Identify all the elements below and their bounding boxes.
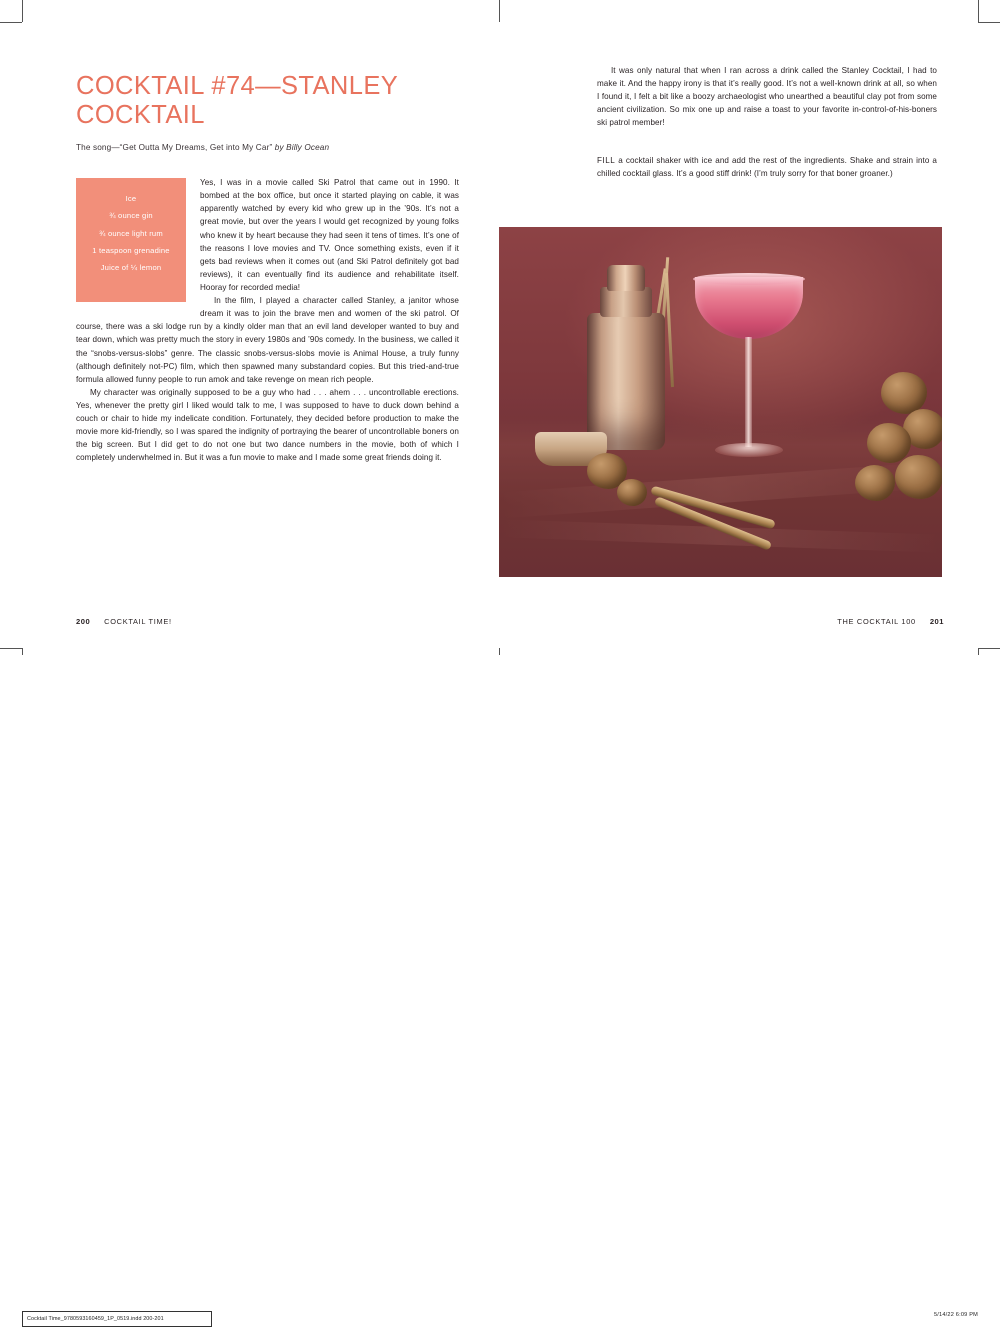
body-paragraph-2: In the film, I played a character called Stanley, a janitor whose dream it was to join the brave men and women of the ski patrol. Of course, there was a ski lodge run by a kindly older man that an evil land developer wanted to buy and tear down, which was pretty much the story in every 1980s and ’90s comedy. In the business, we called it the “snobs-versus-slobs” genre. The classic snobs-versus-slobs movie is Animal House, a truly funny (although definitely not-PC) film, which then spawned many substandard copies. But this tried-and-true formula allowed funny people to run amok and take revenge on mean rich people. <box>76 296 459 384</box>
folio-right <box>837 617 944 626</box>
body-paragraph-1: Yes, I was in a movie called Ski Patrol that came out in 1990. It bombed at the box office, but once it started playing on cable, it was apparently watched by every kid who grew up in the ’90s. It’s not a great movie, but over the years I would get recognized by young folks who knew it by heart because they had seen it tens of times. It’s one of the reasons I love movies and TV. Once something exists, even if it gets bad reviews when it comes out (and Ski Patrol definitely got bad reviews), it can eventually find its audience and rehabilitate itself. Hooray for recorded media! <box>200 178 459 292</box>
page-title: COCKTAIL #74—STANLEY COCKTAIL <box>76 72 398 129</box>
trim-mark <box>499 0 500 22</box>
cocktail-shaker <box>587 265 665 450</box>
left-page <box>22 22 499 648</box>
ingredients-callout <box>76 178 186 302</box>
trim-mark <box>978 22 1000 23</box>
shaker-body <box>587 313 665 450</box>
walnut <box>855 465 895 501</box>
walnut <box>895 455 942 499</box>
glass-bowl <box>695 277 803 339</box>
page-number: 200 <box>76 617 91 626</box>
directions-block <box>597 154 937 180</box>
directions-lead: FILL <box>597 155 616 165</box>
book-spread <box>22 22 978 648</box>
ingredient-item: ¾ ounce light rum <box>99 228 163 238</box>
left-body-column <box>76 176 459 464</box>
folio-left <box>76 617 172 626</box>
glass-foot <box>715 443 783 457</box>
right-page <box>499 22 978 648</box>
walnut <box>867 423 911 463</box>
trim-mark <box>0 648 22 649</box>
right-intro-column <box>597 64 937 130</box>
song-artist: by Billy Ocean <box>274 143 330 153</box>
trim-mark <box>978 648 1000 649</box>
nutcracker <box>649 489 779 555</box>
coupe-glass <box>695 277 803 509</box>
directions-text: a cocktail shaker with ice and add the rest of the ingredients. Shake and strain into a chilled cocktail glass. It’s a good stiff drink! (I’m truly sorry for that boner groaner.) <box>597 155 937 178</box>
trim-mark <box>0 22 22 23</box>
ingredient-item: 1 teaspoon grenadine <box>92 245 170 255</box>
running-head: THE COCKTAIL 100 <box>837 617 916 626</box>
trim-mark <box>22 0 23 22</box>
ingredient-item: ¾ ounce gin <box>109 211 153 221</box>
walnut <box>881 372 927 414</box>
proof-filename: Cocktail Time_9780593160459_1P_0519.indd 200-201 <box>22 1311 212 1327</box>
walnut <box>617 479 647 506</box>
song-credit-line <box>76 143 459 152</box>
proof-footer <box>0 655 1000 1322</box>
song-prefix: The song—“Get Outta My Dreams, Get into My Car” <box>76 143 275 153</box>
ingredient-item: Ice <box>125 194 137 204</box>
ingredient-item: Juice of ¼ lemon <box>100 263 162 273</box>
page-number: 201 <box>929 617 944 626</box>
shaker-cap <box>607 265 645 291</box>
body-paragraph-3: My character was originally supposed to be a guy who had . . . ahem . . . uncontrollable erections. Yes, whenever the pretty girl I liked would talk to me, I was supposed to have to duck down behind a couch or chair to hide my indelicate condition. Fortunately, they decided before production to make the movie more kid-friendly, so I was spared the indignity of portraying the bearer of uncontrollable boners on the big screen. But I did get to do not one but two dance numbers in the movie, both of which I completely underwhelmed in. But it was a fun movie to make and I made some great friends doing it. <box>76 387 459 463</box>
running-head: COCKTAIL TIME! <box>104 617 172 626</box>
glass-rim <box>693 273 805 285</box>
trim-mark <box>978 0 979 22</box>
shaker-neck <box>600 287 652 317</box>
glass-stem <box>745 337 752 447</box>
intro-paragraph: It was only natural that when I ran across a drink called the Stanley Cocktail, I had to make it. And the happy irony is that it’s really good. It’s not a well-known drink at all, so when I found it, I felt a bit like a boozy archaeologist who unearthed a beautiful clay pot from some ancient civilization. So mix one up and raise a toast to your favorite in-control-of-his-boners ski patrol member! <box>597 66 937 128</box>
proof-timestamp: 5/14/22 6:09 PM <box>933 1312 978 1318</box>
cocktail-photograph <box>499 227 942 577</box>
